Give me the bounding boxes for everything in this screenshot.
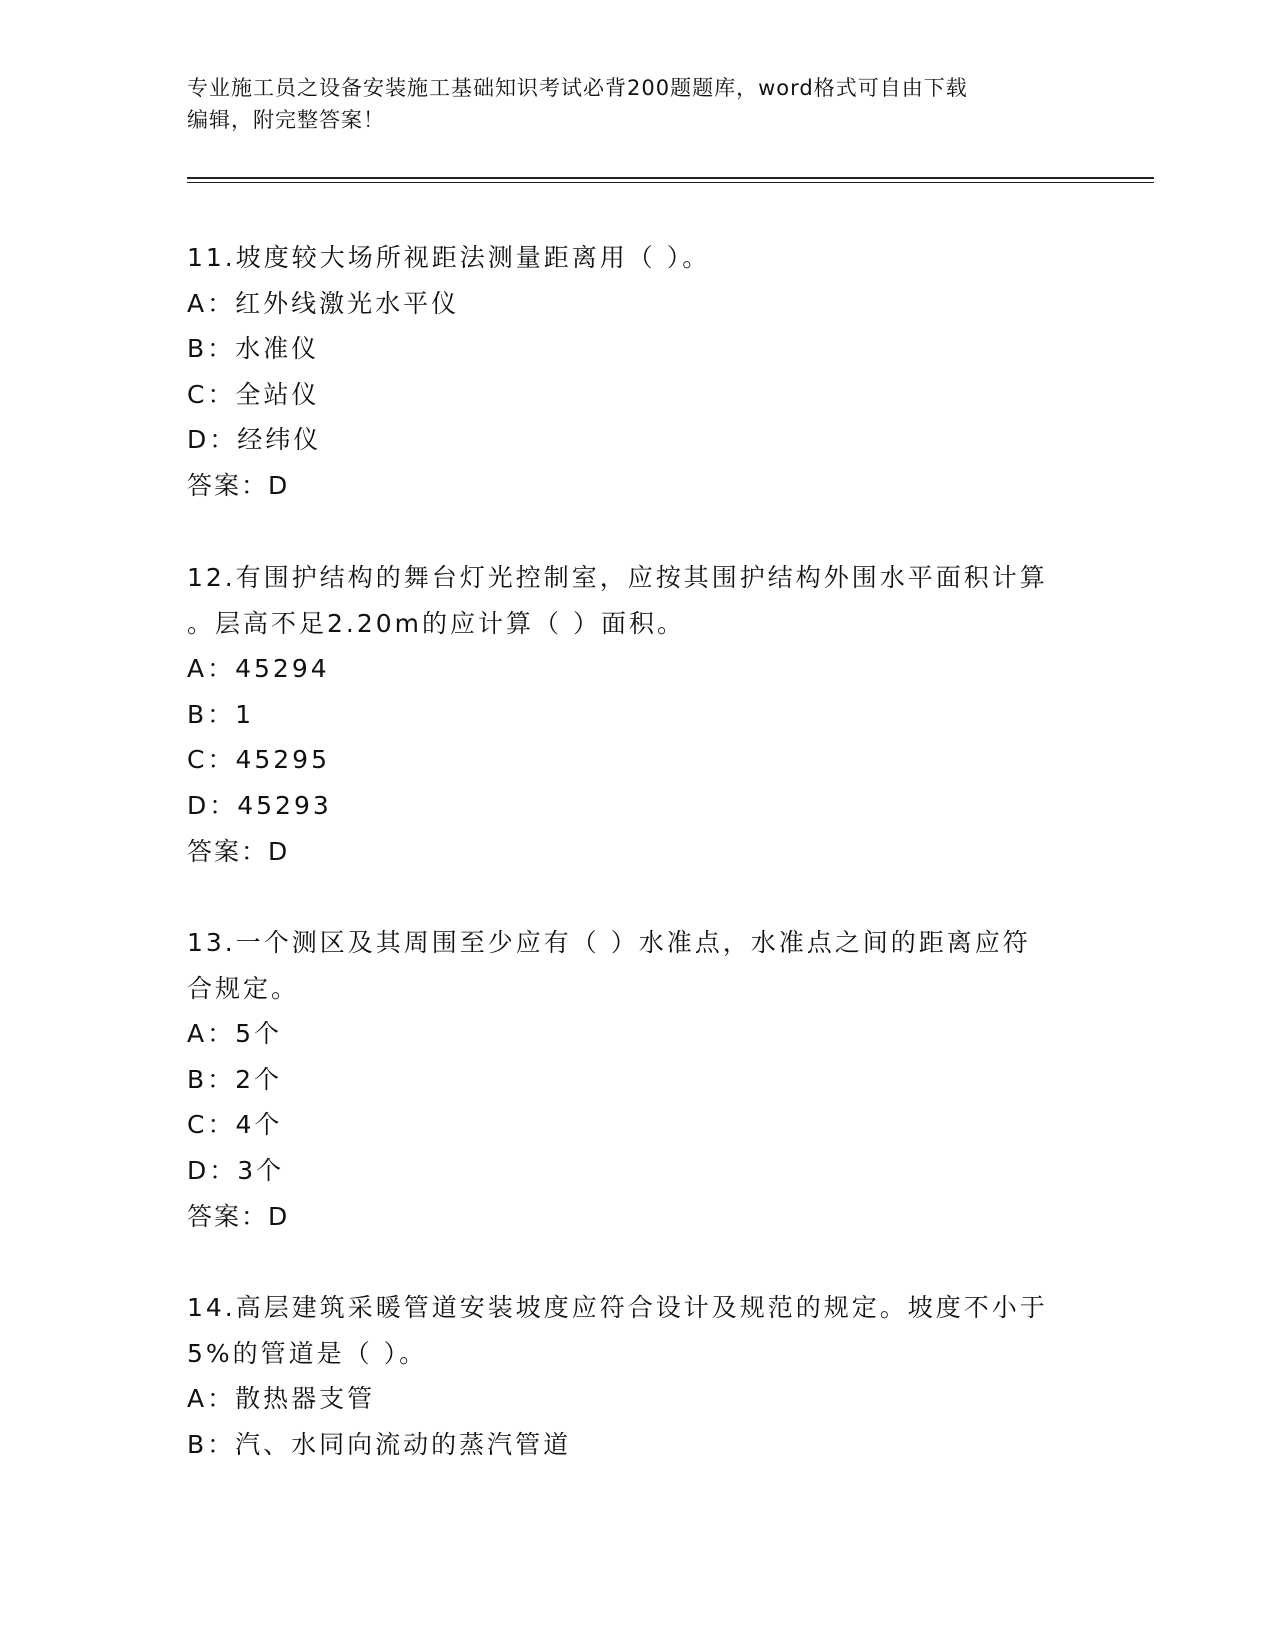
option-b: B：水准仪 [187, 334, 320, 364]
question-stem: 13.一个测区及其周围至少应有（ ）水准点，水准点之间的距离应符 [187, 928, 1031, 957]
question-13 [187, 920, 1087, 1239]
answer: 答案：D [187, 470, 290, 500]
option-a: A：红外线激光水平仪 [187, 288, 460, 318]
document-header [187, 72, 1087, 136]
option-d: D：经纬仪 [187, 425, 322, 455]
question-stem: 。层高不足2.20m的应计算（ ）面积。 [187, 608, 685, 638]
answer: 答案：D [187, 1201, 290, 1231]
option-a: A：5个 [187, 1019, 283, 1049]
option-b: B：1 [187, 699, 255, 729]
question-stem: 合规定。 [187, 973, 300, 1003]
option-c: C：4个 [187, 1110, 283, 1140]
option-b: B：汽、水同向流动的蒸汽管道 [187, 1429, 572, 1459]
option-c: C：全站仪 [187, 379, 320, 409]
option-a: A：散热器支管 [187, 1384, 376, 1414]
option-b: B：2个 [187, 1064, 283, 1094]
question-12 [187, 555, 1087, 874]
answer: 答案：D [187, 836, 290, 866]
question-stem: 11.坡度较大场所视距法测量距离用（ ）。 [187, 243, 711, 272]
header-divider [187, 182, 1154, 183]
header-divider [187, 177, 1154, 179]
option-c: C：45295 [187, 745, 330, 775]
question-stem: 14.高层建筑采暖管道安装坡度应符合设计及规范的规定。坡度不小于 [187, 1293, 1048, 1322]
question-stem: 5%的管道是（ ）。 [187, 1338, 428, 1368]
option-a: A：45294 [187, 654, 330, 684]
option-d: D：3个 [187, 1155, 285, 1185]
question-stem: 12.有围护结构的舞台灯光控制室，应按其围护结构外围水平面积计算 [187, 563, 1048, 592]
header-line: 编辑，附完整答案！ [187, 108, 385, 132]
option-d: D：45293 [187, 790, 332, 820]
question-11 [187, 235, 1087, 509]
header-line: 专业施工员之设备安装施工基础知识考试必背200题题库，word格式可自由下载 [187, 76, 968, 100]
question-14 [187, 1285, 1087, 1467]
